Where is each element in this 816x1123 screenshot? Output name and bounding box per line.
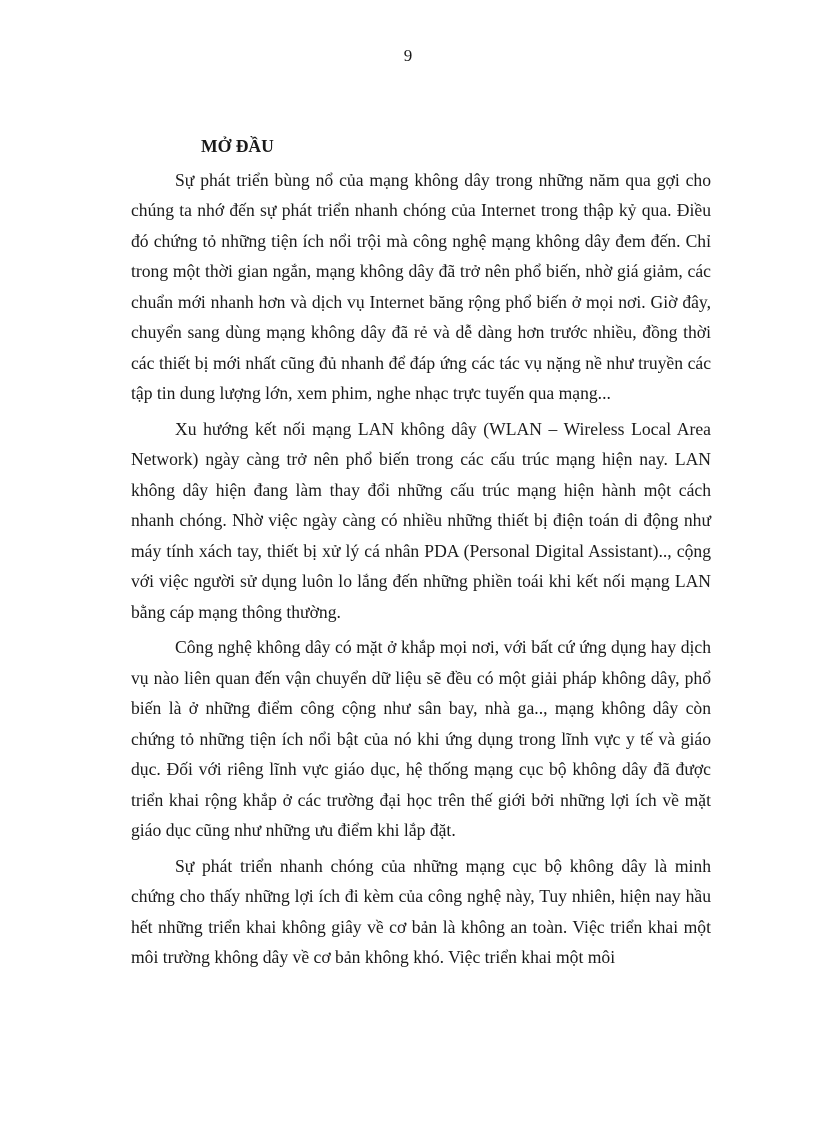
section-heading: MỞ ĐẦU (201, 136, 274, 156)
paragraph-4: Sự phát triển nhanh chóng của những mạng cục bộ không dây là minh chứng cho thấy những lợi ích đi kèm của công nghệ này, Tuy nhiên, hiện nay hầu hết những triển khai không giây về cơ bản là không an toàn. Việc triển khai một môi trường không dây về cơ bản không khó. Việc triển khai một môi (131, 855, 711, 967)
paragraph-2: Xu hướng kết nối mạng LAN không dây (WLAN – Wireless Local Area Network) ngày càng trở nên phổ biến trong các cấu trúc mạng hiện nay. LAN không dây hiện đang làm thay đổi những cấu trúc mạng hiện hành một cách nhanh chóng. Nhờ việc ngày càng có nhiều những thiết bị điện toán di động như máy tính xách tay, thiết bị xử lý cá nhân PDA (Personal Digital Assistant).., cộng với việc người sử dụng luôn lo lắng đến những phiền toái khi kết nối mạng LAN bằng cáp mạng thông thường. (131, 418, 711, 622)
page-content (131, 131, 711, 973)
page-number: 9 (403, 46, 413, 65)
paragraph-3: Công nghệ không dây có mặt ở khắp mọi nơi, với bất cứ ứng dụng hay dịch vụ nào liên quan đến vận chuyển dữ liệu sẽ đều có một giải pháp không dây, phổ biến là ở những điểm công cộng như sân bay, nhà ga.., mạng không dây còn chứng tỏ những tiện ích nổi bật của nó khi ứng dụng trong lĩnh vực y tế và giáo dục. Đối với riêng lĩnh vực giáo dục, hệ thống mạng cục bộ không dây đã được triển khai rộng khắp ở các trường đại học trên thế giới bởi những lợi ích về mặt giáo dục cũng như những ưu điểm khi lắp đặt. (131, 637, 711, 840)
paragraph-1: Sự phát triển bùng nổ của mạng không dây trong những năm qua gợi cho chúng ta nhớ đến sự phát triển nhanh chóng của Internet trong thập kỷ qua. Điều đó chứng tỏ những tiện ích nổi trội mà công nghệ mạng không dây đem đến. Chỉ trong một thời gian ngắn, mạng không dây đã trở nên phổ biến, nhờ giá giảm, các chuẩn mới nhanh hơn và dịch vụ Internet băng rộng phổ biến ở mọi nơi. Giờ đây, chuyển sang dùng mạng không dây đã rẻ và dễ dàng hơn trước nhiều, đồng thời các thiết bị mới nhất cũng đủ nhanh để đáp ứng các tác vụ nặng nề như truyền các tập tin dung lượng lớn, xem phim, nghe nhạc trực tuyến qua mạng... (131, 169, 711, 403)
